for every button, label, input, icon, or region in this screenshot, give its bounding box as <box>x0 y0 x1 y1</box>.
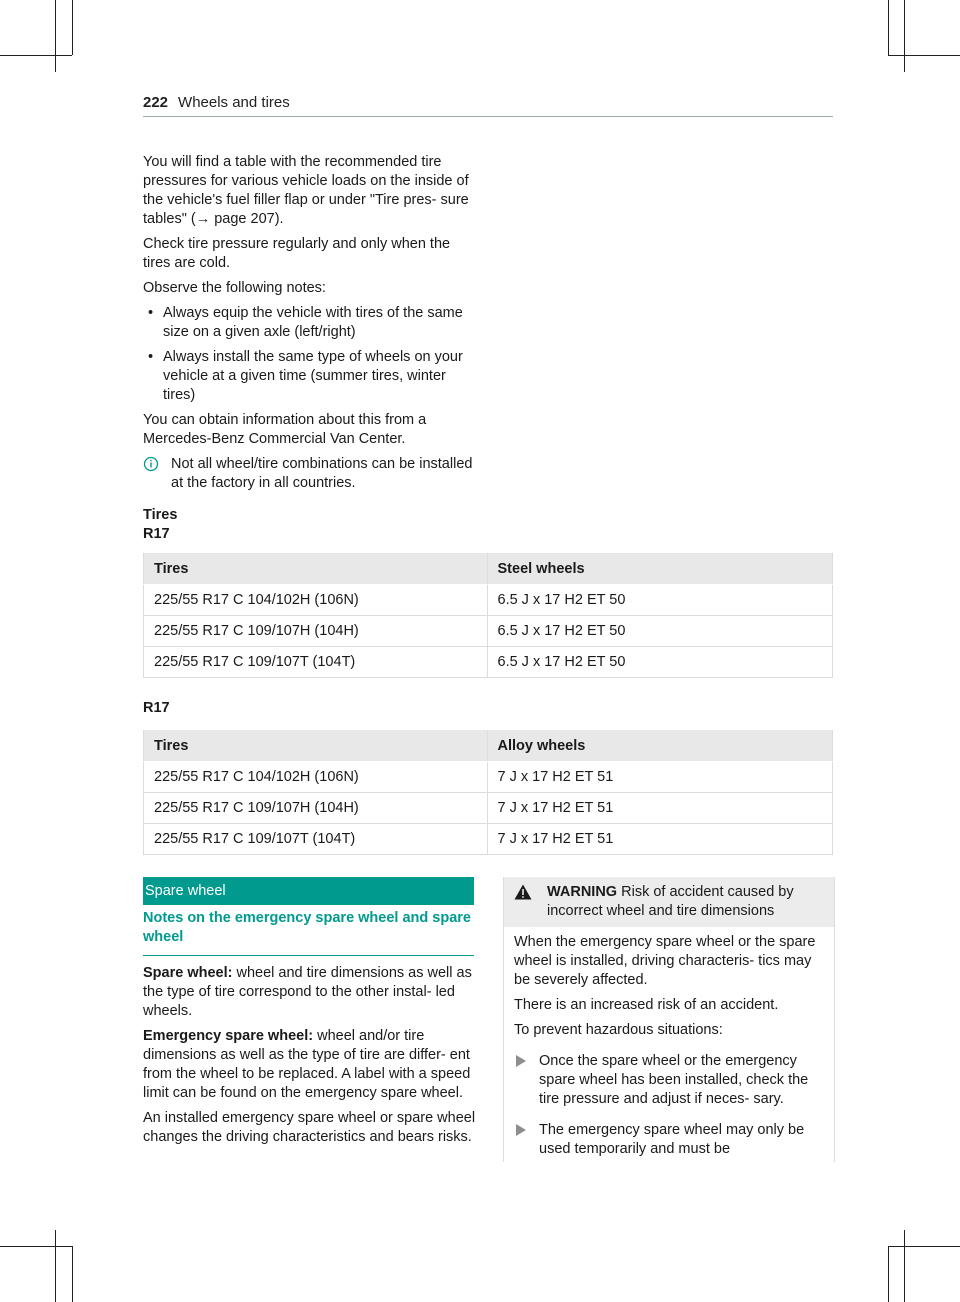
crop-mark <box>72 1246 73 1302</box>
page-header <box>143 94 833 111</box>
crop-mark <box>888 1246 960 1247</box>
warning-paragraph: There is an increased risk of an accident. <box>514 997 779 1013</box>
crop-mark <box>0 1246 72 1247</box>
notes-list <box>143 304 478 405</box>
crop-mark <box>904 0 905 72</box>
action-item <box>514 1052 824 1109</box>
crop-mark <box>55 0 56 72</box>
table-row <box>144 616 833 647</box>
spare-paragraph <box>143 1027 478 1103</box>
table-cell: 225/55 R17 C 104/102H (106N) <box>144 762 488 793</box>
spare-paragraph <box>143 964 478 1021</box>
term-label: Spare wheel: <box>143 965 233 981</box>
table-cell: 225/55 R17 C 109/107H (104H) <box>144 793 488 824</box>
crop-mark <box>55 1230 56 1302</box>
table-cell: 6.5 J x 17 H2 ET 50 <box>487 647 833 678</box>
table-header-row <box>144 730 833 762</box>
warning-paragraph: To prevent hazardous situations: <box>514 1022 723 1038</box>
warning-title: Risk of accident caused by incorrect wheel and tire dimensions <box>547 884 794 919</box>
warning-header <box>504 877 834 927</box>
list-item: • Always equip the vehicle with tires of the same size on a given axle (left/right) <box>143 304 478 342</box>
table-header-row <box>144 553 833 585</box>
term-label: Emergency spare wheel: <box>143 1028 314 1044</box>
info-icon <box>143 456 159 472</box>
table-cell: 225/55 R17 C 109/107T (104T) <box>144 647 488 678</box>
note-text: Not all wheel/tire combinations can be installed at the factory in all countries. <box>171 456 473 491</box>
page-number: 222 <box>143 94 169 111</box>
table-cell: 225/55 R17 C 109/107H (104H) <box>144 616 488 647</box>
info-note <box>143 455 478 493</box>
term-text: wheel and/or tire dimensions as well as the type of tire are differ- ent from the wheel to be replaced. A label with a speed limit can be found on the emergency spare wheel. <box>143 1028 471 1101</box>
section-bar-spare-wheel <box>143 877 474 905</box>
spare-wheel-heading: Notes on the emergency spare wheel and spare wheel <box>143 909 474 956</box>
steel-wheels-table <box>143 553 833 678</box>
column-header: Steel wheels <box>487 553 833 585</box>
table-cell: 225/55 R17 C 104/102H (106N) <box>144 585 488 616</box>
intro-paragraph: Check tire pressure regularly and only when the tires are cold. <box>143 236 451 271</box>
table-cell: 6.5 J x 17 H2 ET 50 <box>487 616 833 647</box>
table-cell: 7 J x 17 H2 ET 51 <box>487 762 833 793</box>
action-text: The emergency spare wheel may only be used temporarily and must be <box>539 1122 805 1157</box>
table-row <box>144 647 833 678</box>
column-header: Tires <box>144 730 488 762</box>
action-arrow-icon <box>516 1055 526 1067</box>
crop-mark <box>888 0 889 55</box>
crop-mark <box>0 55 72 56</box>
crop-mark <box>904 1230 905 1302</box>
spare-paragraph: An installed emergency spare wheel or spare wheel changes the driving characteristics and bears risks. <box>143 1110 476 1145</box>
intro-paragraph: Observe the following notes: <box>143 280 326 296</box>
column-header: Tires <box>144 553 488 585</box>
column-header: Alloy wheels <box>487 730 833 762</box>
tires-title: Tires <box>143 507 178 523</box>
action-text: Once the spare wheel or the emergency spare wheel has been installed, check the tire pressure and adjust if neces- sary. <box>539 1053 809 1107</box>
list-item: • Always install the same type of wheels on your vehicle at a given time (summer tires, winter tires) <box>143 348 478 405</box>
table-cell: 7 J x 17 H2 ET 51 <box>487 793 833 824</box>
crop-mark <box>72 0 73 55</box>
intro-paragraph: You can obtain information about this from a Mercedes-Benz Commercial Van Center. <box>143 412 427 447</box>
table-cell: 7 J x 17 H2 ET 51 <box>487 824 833 855</box>
table-row <box>144 762 833 793</box>
action-item <box>514 1121 824 1159</box>
tire-size-label: R17 <box>143 526 170 542</box>
section-bar-title: Spare wheel <box>145 883 226 899</box>
term-text: wheel and tire dimensions as well as the type of tire correspond to the other instal- led wheels. <box>143 965 472 1019</box>
crop-mark <box>888 1246 889 1302</box>
crop-mark <box>888 55 960 56</box>
tires-heading <box>143 506 177 544</box>
spare-wheel-text <box>143 964 478 1153</box>
warning-body <box>504 927 834 1159</box>
action-arrow-icon <box>516 1124 526 1136</box>
table-cell: 225/55 R17 C 109/107T (104T) <box>144 824 488 855</box>
section-title: Wheels and tires <box>178 94 290 111</box>
table-row <box>144 793 833 824</box>
table-row <box>144 585 833 616</box>
intro-paragraph: You will find a table with the recommended tire pressures for various vehicle loads on the inside of the vehicle's fuel filler flap or under "Tire pres- sure tables" (→ page 207). <box>143 154 469 227</box>
alloy-wheels-table <box>143 730 833 855</box>
warning-box <box>503 877 835 1162</box>
tire-size-label: R17 <box>143 700 170 716</box>
table-cell: 6.5 J x 17 H2 ET 50 <box>487 585 833 616</box>
header-divider <box>143 116 833 117</box>
warning-triangle-icon <box>514 884 532 900</box>
table-row <box>144 824 833 855</box>
warning-paragraph: When the emergency spare wheel or the spare wheel is installed, driving characteris- tics may be severely affected. <box>514 934 816 988</box>
warning-label: WARNING <box>547 884 618 900</box>
intro-column <box>143 153 478 493</box>
